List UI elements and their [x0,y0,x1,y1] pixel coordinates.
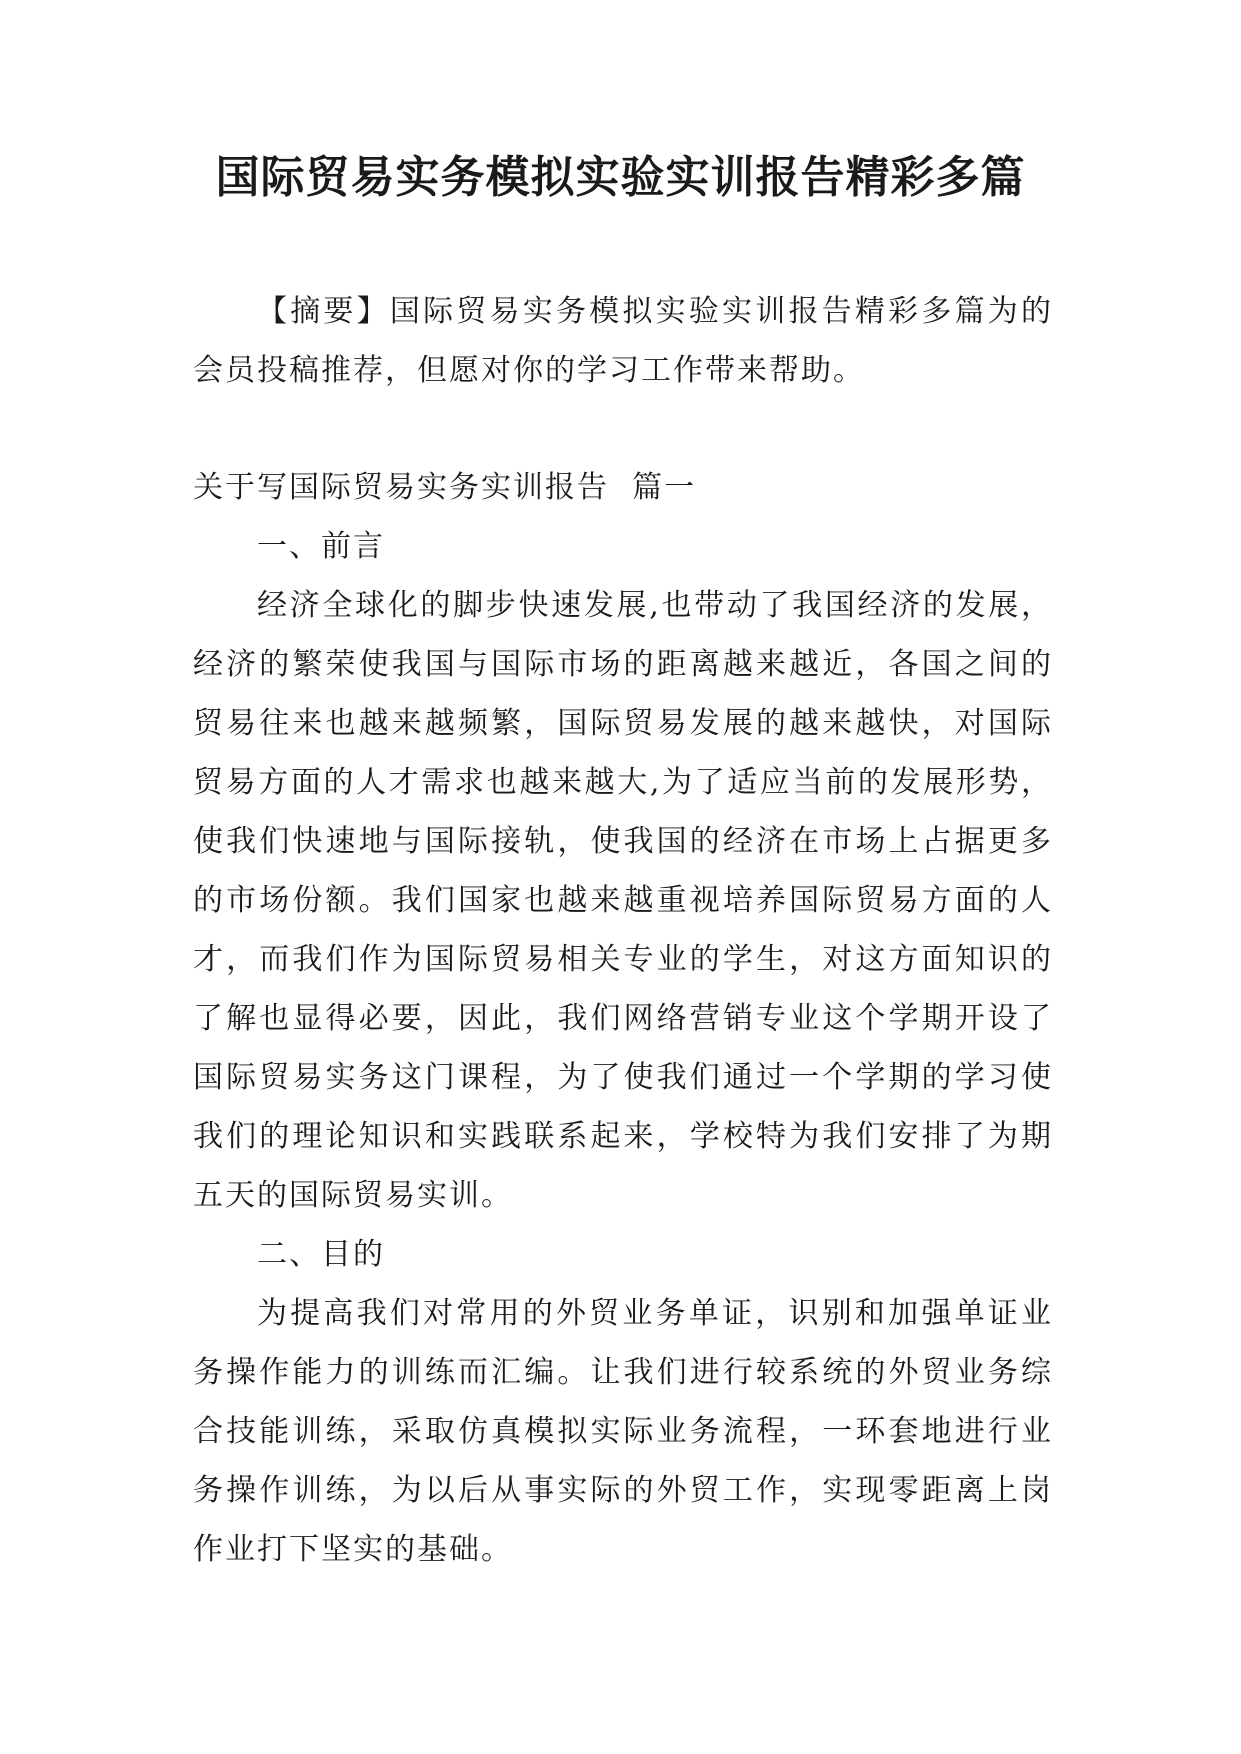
section-heading-purpose: 二、目的 [257,1237,385,1272]
document-title: 国际贸易实务模拟实验实训报告精彩多篇 [215,152,1026,203]
section-body-preface: 经济全球化的脚步快速发展,也带动了我国经济的发展，经济的繁荣使我国与国际市场的距离越来越近，各国之间的贸易往来也越来越频繁，国际贸易发展的越来越快，对国际贸易方面的人才需求也越来越大,为了适应当前的发展形势，使我们快速地与国际接轨，使我国的经济在市场上占据更多的市场份额。我们国家也越来越重视培养国际贸易方面的人才，而我们作为国际贸易相关专业的学生，对这方面知识的了解也显得必要，因此，我们网络营销专业这个学期开设了国际贸易实务这门课程，为了使我们通过一个学期的学习使我们的理论知识和实践联系起来，学校特为我们安排了为期五天的国际贸易实训。 [193,588,1053,1213]
chapter-title: 关于写国际贸易实务实训报告 篇一 [193,470,697,505]
document-body [193,282,1053,1579]
section-body-purpose: 为提高我们对常用的外贸业务单证，识别和加强单证业务操作能力的训练而汇编。让我们进行较系统的外贸业务综合技能训练，采取仿真模拟实际业务流程，一环套地进行业务操作训练，为以后从事实际的外贸工作，实现零距离上岗作业打下坚实的基础。 [193,1296,1053,1567]
abstract-paragraph: 【摘要】国际贸易实务模拟实验实训报告精彩多篇为的会员投稿推荐，但愿对你的学习工作带来帮助。 [193,294,1053,388]
section-heading-preface: 一、前言 [257,529,385,564]
